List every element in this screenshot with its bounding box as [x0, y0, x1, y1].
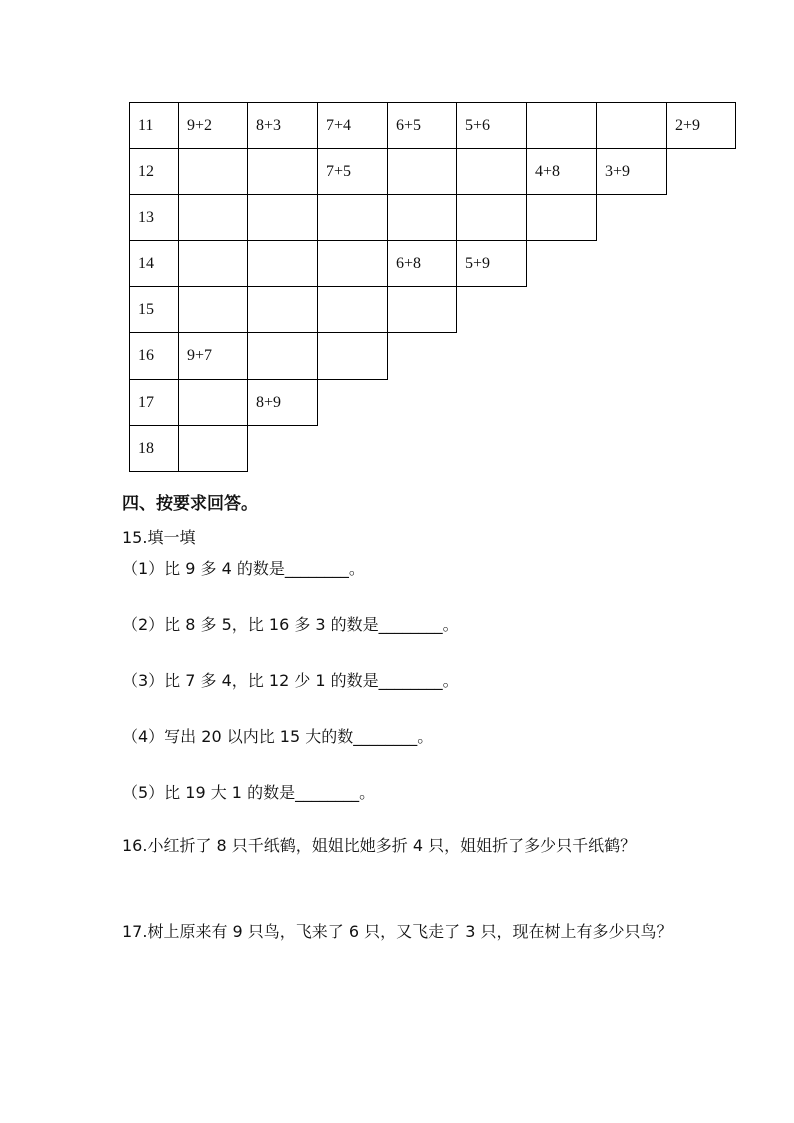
table-cell: [178, 194, 248, 241]
table-cell: 8+3: [247, 102, 318, 149]
table-cell: [317, 332, 388, 380]
table-row-label: 16: [129, 332, 179, 380]
table-cell: [526, 102, 597, 149]
table-row-label: 17: [129, 379, 179, 426]
q17-text: 17.树上原来有 9 只鸟，飞来了 6 只，又飞走了 3 只，现在树上有多少只鸟？: [122, 922, 673, 941]
table-row-label: 14: [129, 240, 179, 287]
table-row-label: 12: [129, 148, 179, 195]
table-cell: 5+9: [456, 240, 527, 287]
table-cell: 4+8: [526, 148, 597, 195]
q15-item-1: （1）比 9 多 4 的数是________。: [122, 559, 365, 578]
q15-item-4: （4）写出 20 以内比 15 大的数________。: [122, 727, 434, 746]
table-cell: [247, 286, 318, 333]
table-cell: [317, 240, 388, 287]
table-cell: [247, 148, 318, 195]
table-cell: 6+8: [387, 240, 457, 287]
table-cell: 9+2: [178, 102, 248, 149]
table-cell: [247, 194, 318, 241]
table-cell: [526, 194, 597, 241]
q15-item-3: （3）比 7 多 4，比 12 少 1 的数是________。: [122, 671, 459, 690]
table-cell: 6+5: [387, 102, 457, 149]
table-row-label: 15: [129, 286, 179, 333]
table-row-label: 18: [129, 425, 179, 472]
q16-text: 16.小红折了 8 只千纸鹤，姐姐比她多折 4 只，姐姐折了多少只千纸鹤？: [122, 836, 637, 855]
table-cell: 7+4: [317, 102, 388, 149]
table-cell: [596, 102, 667, 149]
table-cell: [317, 194, 388, 241]
table-cell: 9+7: [178, 332, 248, 380]
table-cell: [178, 148, 248, 195]
table-cell: 5+6: [456, 102, 527, 149]
table-cell: [387, 148, 457, 195]
table-cell: [178, 425, 248, 472]
table-cell: [178, 286, 248, 333]
table-row-label: 13: [129, 194, 179, 241]
table-cell: 2+9: [666, 102, 736, 149]
table-cell: [317, 286, 388, 333]
q15-item-5: （5）比 19 大 1 的数是________。: [122, 783, 376, 802]
q15-title: 15.填一填: [122, 528, 196, 547]
table-cell: 3+9: [596, 148, 667, 195]
table-cell: [247, 240, 318, 287]
table-cell: [387, 286, 457, 333]
q15-item-2: （2）比 8 多 5，比 16 多 3 的数是________。: [122, 615, 459, 634]
section-heading: 四、按要求回答。: [122, 494, 258, 514]
table-cell: 8+9: [247, 379, 318, 426]
table-cell: 7+5: [317, 148, 388, 195]
table-row-label: 11: [129, 102, 179, 149]
table-cell: [247, 332, 318, 380]
table-cell: [456, 148, 527, 195]
table-cell: [178, 379, 248, 426]
table-cell: [387, 194, 457, 241]
table-cell: [178, 240, 248, 287]
table-cell: [456, 194, 527, 241]
